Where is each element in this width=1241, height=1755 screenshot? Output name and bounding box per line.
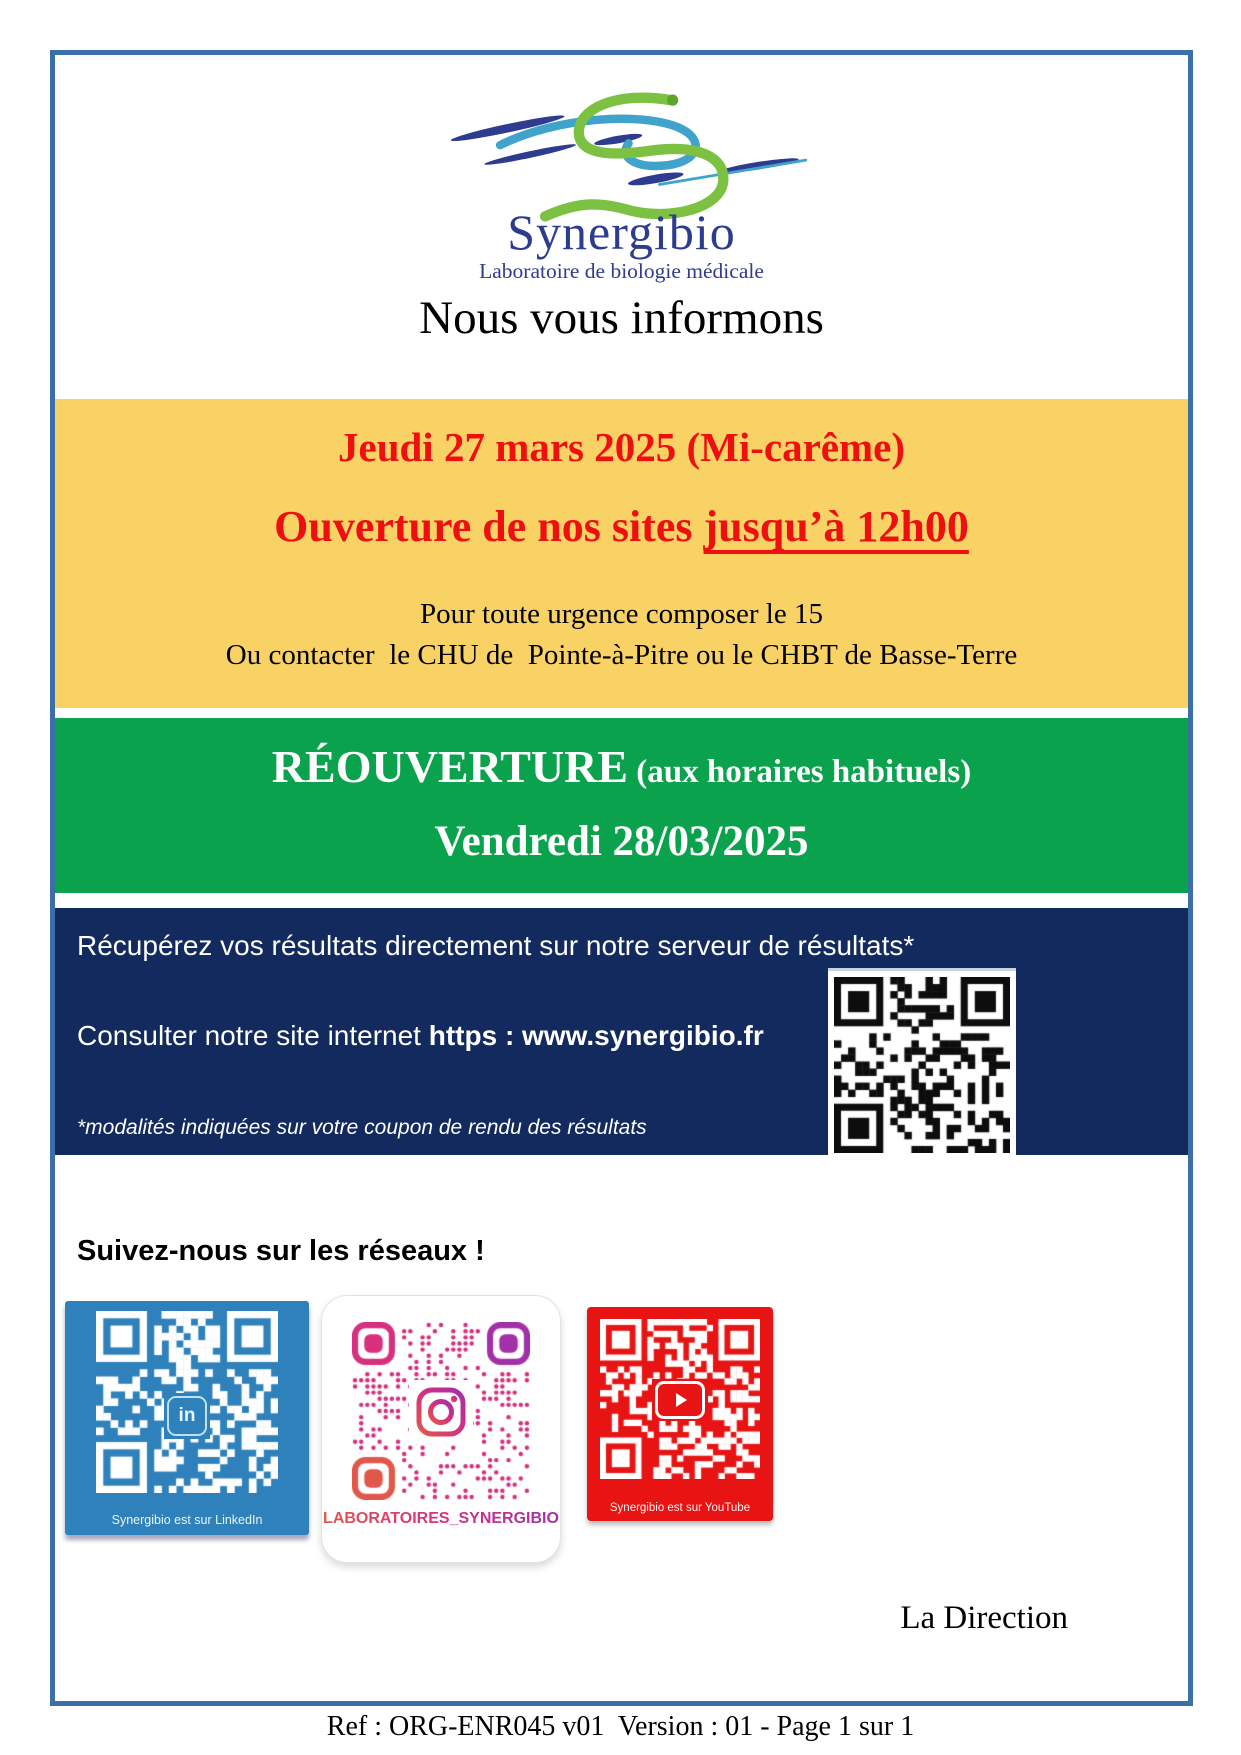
results-band xyxy=(55,908,1188,1155)
youtube-qr-card xyxy=(587,1307,773,1521)
youtube-icon xyxy=(652,1379,708,1421)
page-border-frame xyxy=(50,50,1193,1706)
logo-tagline: Laboratoire de biologie médicale xyxy=(479,259,764,283)
closure-hours-underlined: jusqu’à 12h00 xyxy=(703,502,969,551)
reopening-title-suffix: (aux horaires habituels) xyxy=(628,754,972,790)
reopening-date: Vendredi 28/03/2025 xyxy=(434,818,809,865)
urgency-line-1: Pour toute urgence composer le 15 xyxy=(420,598,823,630)
linkedin-qr-card xyxy=(65,1301,309,1535)
website-line-prefix: Consulter notre site internet xyxy=(77,1020,429,1051)
linkedin-icon xyxy=(164,1393,210,1439)
signature: La Direction xyxy=(900,1600,1068,1636)
document-footer: Ref : ORG-ENR045 v01 Version : 01 - Page 1 sur 1 xyxy=(326,1711,915,1742)
instagram-qr-card xyxy=(321,1295,561,1563)
youtube-caption: Synergibio est sur YouTube xyxy=(609,1502,751,1514)
logo-wordmark: Synergibio xyxy=(507,204,736,260)
closure-hours-prefix: Ouverture de nos sites xyxy=(274,502,704,551)
play-triangle-icon xyxy=(676,1393,687,1407)
results-server-line: Récupérez vos résultats directement sur notre serveur de résultats* xyxy=(77,930,915,961)
closure-date-line: Jeudi 27 mars 2025 (Mi-carême) xyxy=(338,424,905,470)
reopening-title-line xyxy=(55,718,1188,793)
reopening-title: RÉOUVERTURE xyxy=(271,741,629,792)
social-heading: Suivez-nous sur les réseaux ! xyxy=(77,1235,485,1267)
website-url: https : www.synergibio.fr xyxy=(428,1020,764,1051)
website-line xyxy=(77,1020,764,1052)
reopening-band xyxy=(55,718,1188,893)
closure-notice-band xyxy=(55,399,1188,708)
linkedin-in-glyph: in xyxy=(167,1396,207,1436)
linkedin-caption: Synergibio est sur LinkedIn xyxy=(111,1513,263,1527)
results-footnote: *modalités indiquées sur votre coupon de rendu des résultats xyxy=(77,1116,647,1139)
page-title: Nous vous informons xyxy=(419,292,824,344)
website-qr-code xyxy=(828,968,1016,1159)
urgency-line-2: Ou contacter le CHU de Pointe-à-Pitre ou le CHBT de Basse-Terre xyxy=(225,639,1018,671)
instagram-icon xyxy=(409,1380,473,1444)
closure-hours-line xyxy=(55,501,1188,552)
website-qr-canvas xyxy=(834,977,1010,1153)
instagram-caption: LABORATOIRES_SYNERGIBIO xyxy=(323,1510,559,1527)
